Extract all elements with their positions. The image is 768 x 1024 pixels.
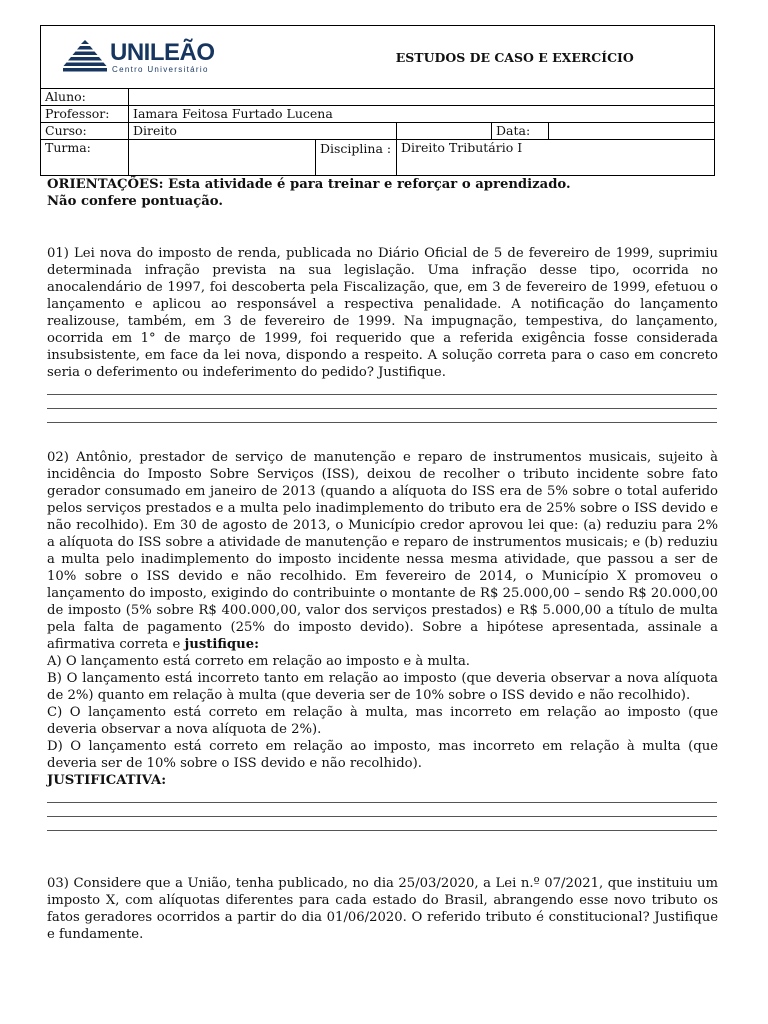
answer-line[interactable]: [47, 395, 717, 409]
justificativa-label: JUSTIFICATIVA:: [47, 773, 167, 788]
document-body: [47, 176, 718, 943]
question-2-text: [47, 449, 718, 653]
disciplina-label: Disciplina :: [316, 140, 397, 176]
option-b: B) O lançamento está incorreto tanto em relação ao imposto (que deveria observar a nova alíquota de 2%) quanto em relação à multa (que deveria ser de 10% sobre o ISS devido e não recolhido).: [47, 671, 718, 703]
header-form-table: [40, 25, 715, 176]
professor-label: Professor:: [41, 106, 129, 123]
data-label: Data:: [492, 123, 549, 140]
aluno-field[interactable]: [129, 89, 715, 106]
question-3-text: 03) Considere que a União, tenha publicado, no dia 25/03/2020, a Lei n.º 07/2021, que instituiu um imposto X, com alíquotas diferentes para cada estado do Brasil, abrangendo esse novo tributo os fatos geradores ocorridos a partir do dia 01/06/2020. O referido tributo é constitucional? Justifique e fundamente.: [47, 876, 718, 942]
curso-spacer: [397, 123, 492, 140]
option-a: A) O lançamento está correto em relação ao imposto e à multa.: [47, 654, 470, 669]
option-d: D) O lançamento está correto em relação ao imposto, mas incorreto em relação à multa (que deveria ser de 10% sobre o ISS devido e não recolhido).: [47, 739, 718, 771]
unileao-logo: [45, 40, 316, 74]
logo-subtitle: Centro Universitário: [112, 64, 209, 74]
disciplina-field[interactable]: Direito Tributário I: [397, 140, 715, 176]
question-1-text: 01) Lei nova do imposto de renda, publicada no Diário Oficial de 5 de fevereiro de 1999, suprimiu determinada infração prevista na sua legislação. Uma infração desse tipo, ocorrida no anocalendário de 1997, foi descoberta pela Fiscalização, que, em 3 de fevereiro de 1999, efetuou o lançamento e aplicou ao responsável a respectiva penalidade. A notificação do lançamento realizouse, também, em 3 de fevereiro de 1999. Na impugnação, tempestiva, do lançamento, ocorrida em 1° de março de 1999, foi requerido que a referida exigência fosse considerada insubsistente, em face da lei nova, dispondo a respeito. A solução correta para o caso em concreto seria o deferimento ou indeferimento do pedido? Justifique.: [47, 246, 718, 380]
data-field[interactable]: [549, 123, 715, 140]
question-2-answer-lines[interactable]: [47, 789, 718, 831]
aluno-label: Aluno:: [41, 89, 129, 106]
answer-line[interactable]: [47, 789, 717, 803]
professor-field[interactable]: Iamara Feitosa Furtado Lucena: [129, 106, 715, 123]
logo-cell: [41, 26, 316, 89]
curso-field[interactable]: Direito: [129, 123, 397, 140]
orientacoes-line-1: ORIENTAÇÕES: Esta atividade é para treinar e reforçar o aprendizado.: [47, 177, 571, 192]
curso-label: Curso:: [41, 123, 129, 140]
turma-field[interactable]: [129, 140, 316, 176]
logo-pyramid-icon: [63, 40, 107, 74]
question-2-body: 02) Antônio, prestador de serviço de manutenção e reparo de instrumentos musicais, sujeito à incidência do Imposto Sobre Serviços (ISS), deixou de recolher o tributo incidente sobre fato gerador consumado em janeiro de 2013 (quando a alíquota do ISS era de 5% sobre o total auferido pelos serviços prestados e a multa pelo inadimplemento do tributo era de 25% sobre o ISS devido e não recolhido). Em 30 de agosto de 2013, o Município credor aprovou lei que: (a) reduziu para 2% a alíquota do ISS sobre a atividade de manutenção e reparo de instrumentos musicais; e (b) reduziu a multa pelo inadimplemento do imposto incidente nessa mesma atividade, que passou a ser de 10% sobre o ISS devido e não recolhido. Em fevereiro de 2014, o Município X promoveu o lançamento do imposto, exigindo do contribuinte o montante de R$ 25.000,00 – sendo R$ 20.000,00 de imposto (5% sobre R$ 400.000,00, valor dos serviços prestados) e R$ 5.000,00 a título de multa pela falta de pagamento (25% do imposto devido). Sobre a hipótese apresentada, assinale a afirmativa correta e: [47, 450, 718, 652]
answer-line[interactable]: [47, 803, 717, 817]
page-title: ESTUDOS DE CASO E EXERCÍCIO: [316, 26, 715, 89]
answer-line[interactable]: [47, 409, 717, 423]
answer-line[interactable]: [47, 381, 717, 395]
logo-name: UNILEÃO: [110, 38, 215, 66]
question-2-justifique: justifique:: [184, 637, 259, 652]
question-1-answer-lines[interactable]: [47, 381, 718, 423]
option-c: C) O lançamento está correto em relação à multa, mas incorreto em relação ao imposto (que deveria observar a nova alíquota de 2%).: [47, 705, 718, 737]
orientacoes-line-2: Não confere pontuação.: [47, 194, 223, 209]
answer-line[interactable]: [47, 817, 717, 831]
turma-label: Turma:: [41, 140, 129, 176]
